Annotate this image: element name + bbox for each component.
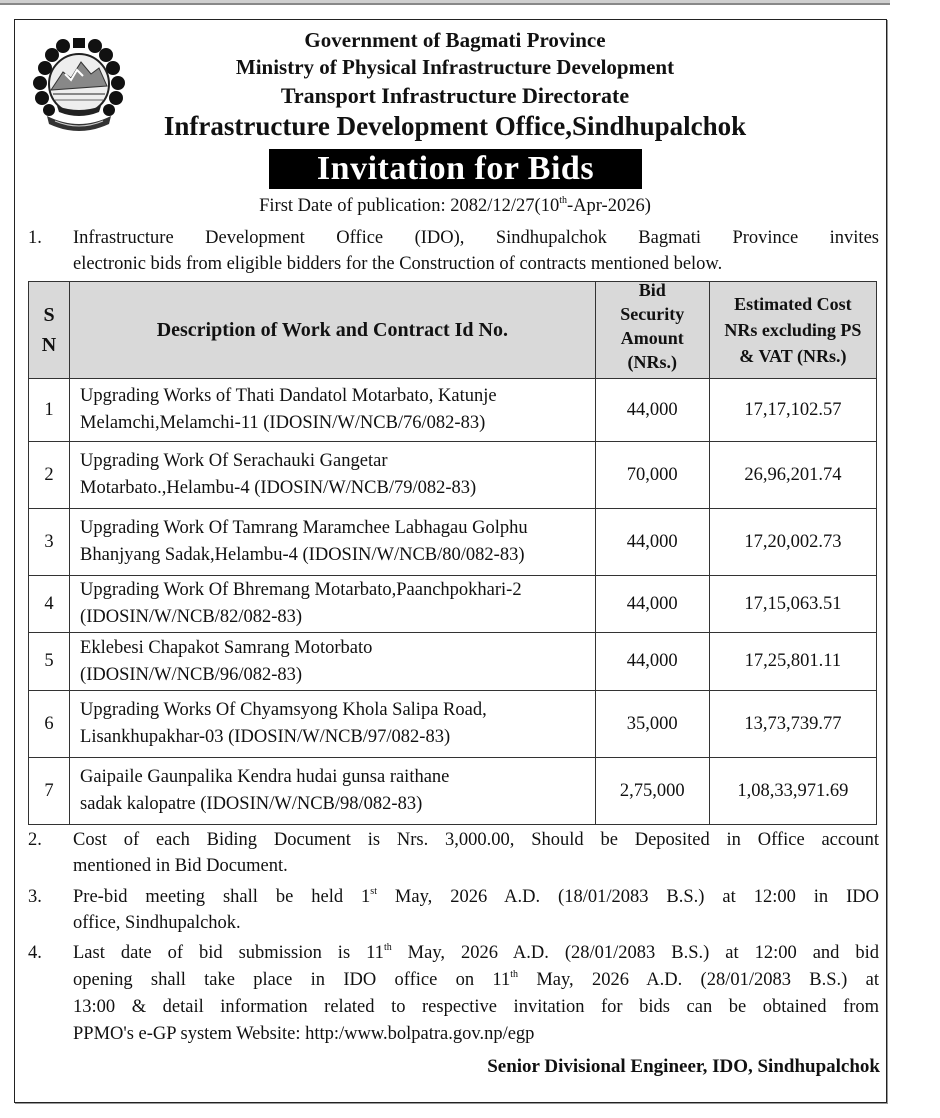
note-4-line-3: 13:00 & detail information related to respective invitation for bids can be obtained from <box>73 997 879 1017</box>
note-4-line-1 <box>73 940 879 966</box>
bid-header-line-4: (NRs.) <box>627 352 677 372</box>
row-sn: 3 <box>29 509 70 576</box>
row-bid-security: 44,000 <box>595 633 709 691</box>
note-4-line-4-text: PPMO's e-GP system Website: <box>73 1024 306 1044</box>
row-estimated-cost: 17,20,002.73 <box>709 509 876 576</box>
publication-date-prefix: First Date of publication: 2082/12/27(10 <box>259 196 560 216</box>
bid-header-line-3: Amount <box>620 328 684 348</box>
publication-date <box>0 196 910 217</box>
desc-line-1: Gaipaile Gaunpalika Kendra hudai gunsa raithane <box>80 767 450 787</box>
row-bid-security: 44,000 <box>595 576 709 633</box>
intro-line-2: electronic bids from eligible bidders for the Construction of contracts mentioned below. <box>73 254 723 274</box>
row-description <box>70 576 596 633</box>
header-office: Infrastructure Development Office,Sindhupalchok <box>163 111 747 141</box>
intro-line-1: Infrastructure Development Office (IDO), Sindhupalchok Bagmati Province invites <box>73 228 879 248</box>
note-3-number: 3. <box>28 887 42 907</box>
publication-date-suffix: -Apr-2026) <box>566 196 651 216</box>
desc-line-2: Bhanjyang Sadak,Helambu-4 (IDOSIN/W/NCB/80/082-83) <box>80 545 525 565</box>
header-government: Government of Bagmati Province <box>304 28 606 52</box>
note-4-line-2-b: May, 2026 A.D. (28/01/2083 B.S.) at <box>518 970 879 990</box>
sn-header-line-2: N <box>41 334 57 356</box>
row-sn: 6 <box>29 691 70 758</box>
publication-date-sup: th <box>559 195 567 206</box>
note-4-line-2-a: opening shall take place in IDO office on 11 <box>73 970 511 990</box>
note-3-sup: st <box>370 886 377 897</box>
header-ministry: Ministry of Physical Infrastructure Development <box>235 55 675 79</box>
desc-line-2: Melamchi,Melamchi-11 (IDOSIN/W/NCB/76/082-83) <box>80 413 486 433</box>
table-row <box>29 691 877 758</box>
note-4-number: 4. <box>28 943 42 963</box>
table-header-row <box>29 282 877 379</box>
row-description <box>70 509 596 576</box>
note-4-line-1-b: May, 2026 A.D. (28/01/2083 B.S.) at 12:00 and bid <box>391 943 880 963</box>
intro-number: 1. <box>28 228 42 248</box>
desc-line-1: Upgrading Work Of Tamrang Maramchee Labhagau Golphu <box>80 518 528 538</box>
header-directorate: Transport Infrastructure Directorate <box>280 83 630 108</box>
row-sn: 4 <box>29 576 70 633</box>
desc-line-2: Motarbato.,Helambu-4 (IDOSIN/W/NCB/79/082-83) <box>80 478 477 498</box>
desc-line-1: Upgrading Work Of Serachauki Gangetar <box>80 451 388 471</box>
bid-header-line-1: Bid <box>638 280 666 300</box>
column-header-sn <box>29 282 70 379</box>
row-bid-security: 44,000 <box>595 509 709 576</box>
row-sn: 1 <box>29 379 70 442</box>
row-estimated-cost: 17,15,063.51 <box>709 576 876 633</box>
table-row <box>29 758 877 825</box>
row-description <box>70 691 596 758</box>
signature: Senior Divisional Engineer, IDO, Sindhupalchok <box>487 1056 880 1077</box>
row-estimated-cost: 1,08,33,971.69 <box>709 758 876 825</box>
note-2-number: 2. <box>28 830 42 850</box>
desc-line-1: Eklebesi Chapakot Samrang Motorbato <box>80 637 373 658</box>
est-header-line-2: NRs excluding PS <box>724 320 862 340</box>
row-estimated-cost: 26,96,201.74 <box>709 442 876 509</box>
row-estimated-cost: 17,17,102.57 <box>709 379 876 442</box>
bid-header-line-2: Security <box>620 304 685 324</box>
row-description <box>70 379 596 442</box>
est-header-line-1: Estimated Cost <box>734 294 852 314</box>
note-2-line-1: Cost of each Biding Document is Nrs. 3,000.00, Should be Deposited in Office account <box>73 830 879 850</box>
desc-line-1: Upgrading Works Of Chyamsyong Khola Salipa Road, <box>80 700 487 720</box>
desc-line-2: sadak kalopatre (IDOSIN/W/NCB/98/082-83) <box>80 794 423 814</box>
note-4-line-1-sup: th <box>383 942 392 953</box>
table-row <box>29 633 877 691</box>
note-4-line-2-sup: th <box>510 969 519 980</box>
column-header-description: Description of Work and Contract Id No. <box>70 282 596 379</box>
row-bid-security: 35,000 <box>595 691 709 758</box>
note-4-line-2 <box>73 967 879 993</box>
row-description <box>70 633 596 691</box>
row-estimated-cost: 13,73,739.77 <box>709 691 876 758</box>
table-row <box>29 576 877 633</box>
row-estimated-cost: 17,25,801.11 <box>709 633 876 691</box>
desc-line-2: (IDOSIN/W/NCB/96/082-83) <box>80 664 303 685</box>
note-3-line-1 <box>73 884 879 910</box>
row-bid-security: 70,000 <box>595 442 709 509</box>
note-3-text-a: Pre-bid meeting shall be held 1 <box>73 887 371 907</box>
top-divider <box>0 0 890 5</box>
row-sn: 7 <box>29 758 70 825</box>
column-header-estimated-cost <box>709 282 876 379</box>
row-description <box>70 758 596 825</box>
note-4-line-4 <box>73 1021 879 1047</box>
desc-line-2: (IDOSIN/W/NCB/82/082-83) <box>80 607 303 627</box>
row-description <box>70 442 596 509</box>
est-header-line-3: & VAT (NRs.) <box>739 346 847 366</box>
desc-line-1: Upgrading Works of Thati Dandatol Motarbato, Katunje <box>80 386 497 406</box>
sn-header-line-1: S <box>43 304 55 326</box>
desc-line-1: Upgrading Work Of Bhremang Motarbato,Paanchpokhari-2 <box>80 580 522 600</box>
bids-table <box>28 281 877 825</box>
title-banner: Invitation for Bids <box>269 149 642 189</box>
table-row <box>29 379 877 442</box>
row-bid-security: 2,75,000 <box>595 758 709 825</box>
row-bid-security: 44,000 <box>595 379 709 442</box>
note-3-text-b: May, 2026 A.D. (18/01/2083 B.S.) at 12:00 in IDO <box>376 887 880 907</box>
row-sn: 5 <box>29 633 70 691</box>
note-3-line-2: office, Sindhupalchok. <box>73 913 241 933</box>
table-row <box>29 509 877 576</box>
row-sn: 2 <box>29 442 70 509</box>
note-4-line-1-a: Last date of bid submission is 11 <box>73 943 384 963</box>
desc-line-2: Lisankhupakhar-03 (IDOSIN/W/NCB/97/082-83) <box>80 727 451 747</box>
egp-website-link[interactable]: http:/www.bolpatra.gov.np/egp <box>305 1024 535 1044</box>
column-header-bid-security <box>595 282 709 379</box>
note-2-line-2: mentioned in Bid Document. <box>73 856 288 876</box>
table-row <box>29 442 877 509</box>
